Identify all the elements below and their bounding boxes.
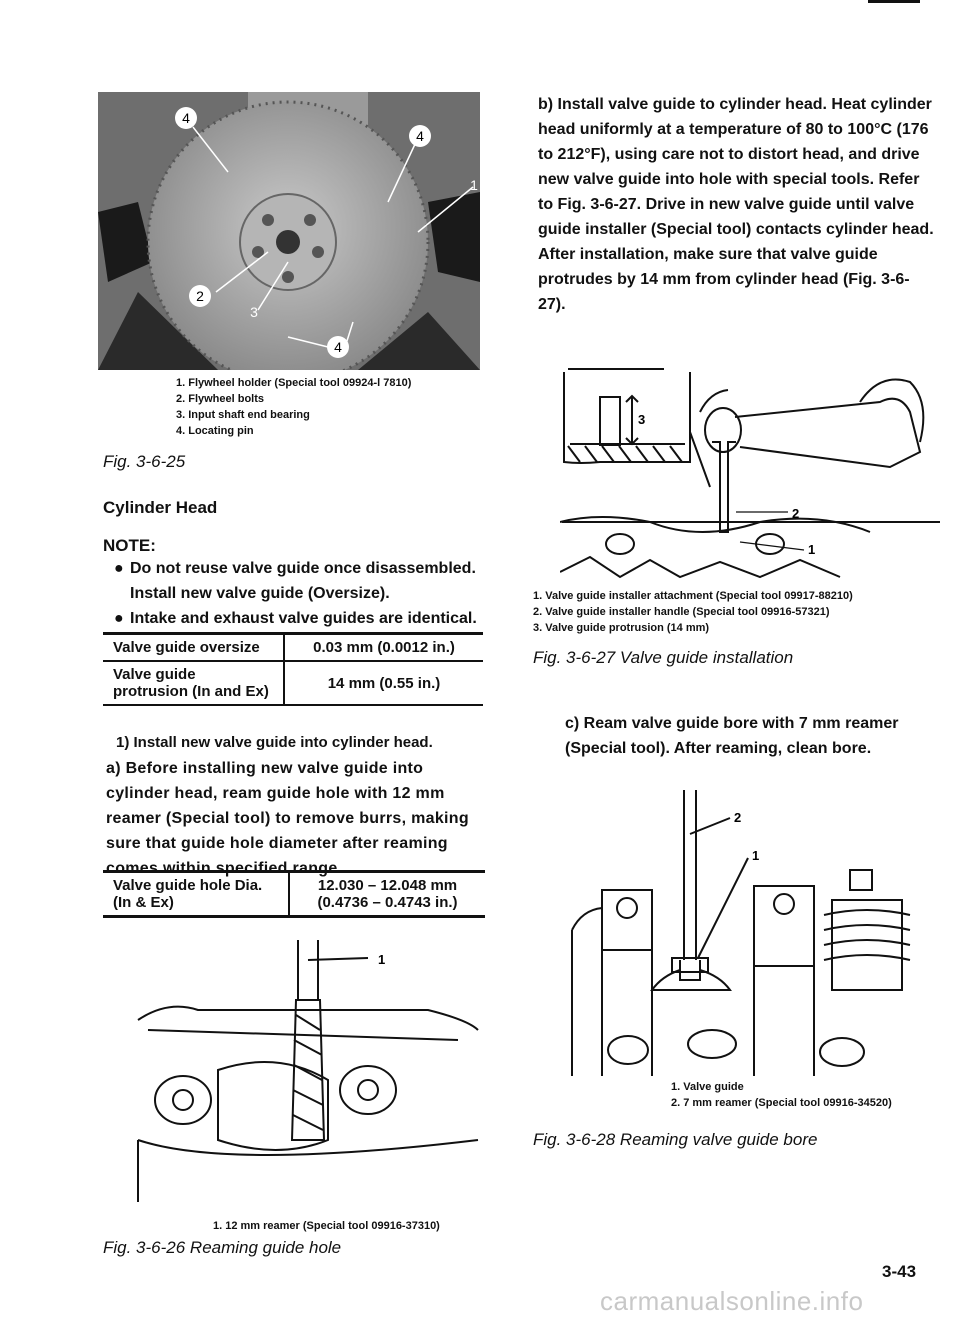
fig25-callout-4c: 4 (334, 339, 342, 355)
fig27-captions (533, 588, 943, 636)
fig27-label: Fig. 3-6-27 Valve guide installation (533, 648, 794, 667)
fig25-captions (176, 375, 496, 439)
step-1: 1) Install new valve guide into cylinder head. (116, 734, 433, 751)
fig28-drawing (562, 790, 930, 1076)
fig28-callout-2: 2 (734, 810, 742, 825)
spec-label: Valve guide hole Dia. (In & Ex) (103, 872, 289, 917)
fig27-callout-1: 1 (808, 542, 816, 557)
fig25-caption-1: 1. Flywheel holder (Special tool 09924-l 7810) (176, 377, 412, 389)
fig26-drawing (128, 940, 488, 1212)
spec-value: 14 mm (0.55 in.) (284, 661, 483, 705)
valve-guide-reaming-illustration (562, 790, 930, 1076)
section-heading: Cylinder Head (103, 498, 218, 517)
fig28-caption-2: 2. 7 mm reamer (Special tool 09916-34520) (671, 1097, 892, 1109)
note-text: Intake and exhaust valve guides are identical. (130, 610, 477, 627)
fig28-callout-1: 1 (752, 848, 760, 863)
bullet-glyph: ● (114, 610, 124, 627)
fig28-captions (671, 1079, 941, 1111)
installer-illustration (560, 372, 940, 584)
spec-value: 12.030 – 12.048 mm (0.4736 – 0.4743 in.) (289, 872, 485, 917)
note-text: Do not reuse valve guide once disassembled. Install new valve guide (Oversize). (130, 560, 476, 602)
table-row (103, 872, 485, 917)
step-c: c) Ream valve guide bore with 7 mm reamer (Special tool). After reaming, clean bore. (565, 715, 899, 757)
spec-table-guide-hole (103, 870, 485, 918)
fig25-callout-4b: 4 (416, 128, 424, 144)
note-list (114, 556, 484, 631)
fig25-callout-2: 2 (196, 288, 204, 304)
watermark: carmanualsonline.info (600, 1286, 864, 1316)
top-rule (868, 0, 920, 3)
note-label: NOTE: (103, 536, 156, 555)
fig26-label: Fig. 3-6-26 Reaming guide hole (103, 1238, 342, 1257)
spec-label: Valve guide oversize (103, 634, 284, 662)
step-b: b) Install valve guide to cylinder head. Heat cylinder head uniformly at a temperature of 80 to 100°C (176 to 212°F), using care not to distort head, and drive new valve guide into hole with special tools. Refer to Fig. 3-6-27. Drive in new valve guide until valve guide installer (Special tool) contacts cylinder head. After installation, make sure that valve guide protrudes by 14 mm from cylinder head (Fig. 3-6-27). (538, 96, 934, 313)
fig25-caption-3: 3. Input shaft end bearing (176, 409, 310, 421)
table-row (103, 661, 483, 705)
page-number: 3-43 (882, 1262, 917, 1281)
fig25-caption-4: 4. Locating pin (176, 425, 254, 437)
fig26-caption: 1. 12 mm reamer (Special tool 09916-37310) (213, 1220, 440, 1232)
fig27-caption-2: 2. Valve guide installer handle (Special tool 09916-57321) (533, 606, 830, 618)
fig28-label: Fig. 3-6-28 Reaming valve guide bore (533, 1130, 818, 1149)
fig25-callout-1: 1 (470, 177, 478, 193)
flywheel-photo (98, 92, 480, 370)
fig25-label: Fig. 3-6-25 (103, 452, 186, 471)
fig25-callout-3: 3 (250, 304, 258, 320)
fig27-caption-3: 3. Valve guide protrusion (14 mm) (533, 622, 710, 634)
fig27-caption-1: 1. Valve guide installer attachment (Special tool 09917-88210) (533, 590, 853, 602)
fig28-caption-1: 1. Valve guide (671, 1081, 744, 1093)
reamer-illustration (128, 940, 488, 1212)
fig27-top-rule (568, 368, 664, 370)
fig27-callout-3: 3 (638, 412, 646, 427)
spec-label: Valve guide protrusion (In and Ex) (103, 661, 284, 705)
spec-table-oversize (103, 632, 483, 706)
flywheel-illustration (98, 92, 480, 370)
note-item (114, 556, 484, 606)
fig27-callout-2: 2 (792, 506, 800, 521)
spec-value: 0.03 mm (0.0012 in.) (284, 634, 483, 662)
step-a: a) Before installing new valve guide into cylinder head, ream guide hole with 12 mm reamer (Special tool) to remove burrs, making sure that guide hole diameter after reaming comes within specified range. (106, 760, 469, 877)
table-row (103, 634, 483, 662)
fig27-drawing (560, 372, 940, 584)
fig25-caption-2: 2. Flywheel bolts (176, 393, 265, 405)
bullet-glyph: ● (114, 560, 124, 577)
fig25-callout-4a: 4 (182, 110, 190, 126)
note-item (114, 606, 484, 631)
fig26-callout-1: 1 (378, 952, 386, 967)
